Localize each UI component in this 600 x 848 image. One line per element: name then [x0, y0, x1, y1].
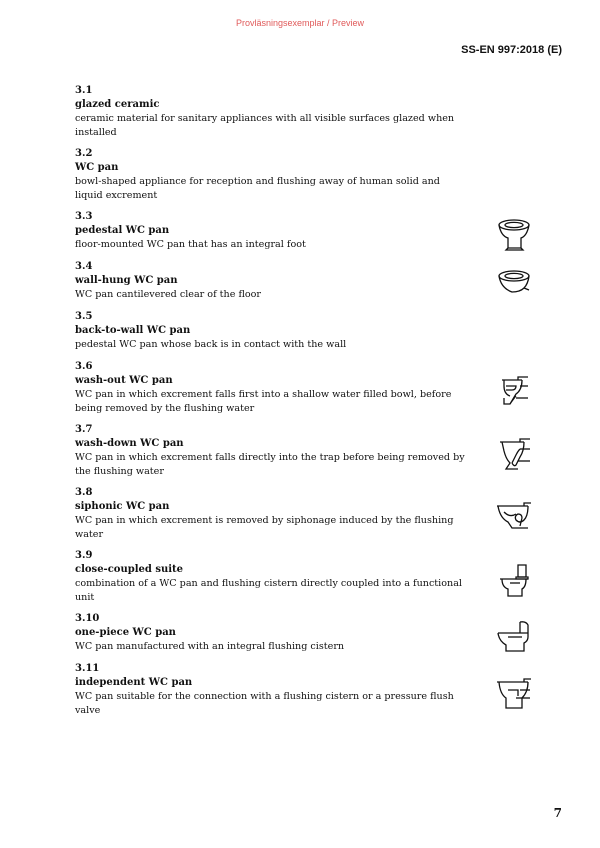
term-definition: pedestal WC pan whose back is in contact with the wall — [75, 339, 347, 350]
term-number: 3.4 — [75, 261, 93, 272]
term-number: 3.3 — [75, 211, 93, 222]
term-definition: combination of a WC pan and flushing cistern directly coupled into a functional unit — [75, 578, 462, 603]
term-title: wall-hung WC pan — [75, 275, 178, 286]
term-entry — [75, 423, 470, 478]
term-entry — [75, 549, 470, 604]
term-definition: WC pan in which excrement is removed by siphonage induced by the flushing water — [75, 515, 454, 540]
term-entry — [75, 662, 470, 717]
wash-down-wc-pan-icon — [494, 437, 534, 473]
term-entry — [75, 210, 470, 252]
term-definition: WC pan manufactured with an integral flushing cistern — [75, 641, 345, 652]
term-entry — [75, 360, 470, 415]
close-coupled-suite-icon — [494, 563, 534, 599]
term-entry — [75, 310, 470, 352]
term-entry — [75, 612, 470, 654]
term-title: wash-out WC pan — [75, 375, 173, 386]
term-number: 3.2 — [75, 148, 93, 159]
term-title: close-coupled suite — [75, 564, 184, 575]
term-title: back-to-wall WC pan — [75, 325, 191, 336]
term-number: 3.10 — [75, 613, 100, 624]
term-definition: floor-mounted WC pan that has an integral foot — [75, 239, 306, 250]
term-number: 3.6 — [75, 361, 93, 372]
one-piece-wc-pan-icon — [494, 619, 534, 655]
term-definition: WC pan in which excrement falls first into a shallow water filled bowl, before being removed by the flushing water — [75, 389, 452, 414]
term-number: 3.1 — [75, 85, 93, 96]
wash-out-wc-pan-icon — [494, 374, 534, 410]
term-title: wash-down WC pan — [75, 438, 184, 449]
term-title: WC pan — [75, 162, 119, 173]
term-title: independent WC pan — [75, 677, 193, 688]
term-entry — [75, 486, 470, 541]
siphonic-wc-pan-icon — [494, 500, 534, 536]
preview-banner: Provläsningsexemplar / Preview — [235, 18, 365, 28]
wall-hung-wc-pan-icon — [494, 266, 534, 302]
pedestal-wc-pan-icon — [494, 216, 534, 252]
document-id: SS-EN 997:2018 (E) — [461, 44, 562, 56]
term-definition: WC pan cantilevered clear of the floor — [75, 289, 261, 300]
page-number: 7 — [553, 806, 562, 820]
term-title: pedestal WC pan — [75, 225, 170, 236]
term-definition: WC pan suitable for the connection with a flushing cistern or a pressure flush valve — [75, 691, 454, 716]
term-title: one-piece WC pan — [75, 627, 176, 638]
term-title: siphonic WC pan — [75, 501, 170, 512]
term-number: 3.9 — [75, 550, 93, 561]
term-title: glazed ceramic — [75, 99, 160, 110]
term-number: 3.8 — [75, 487, 93, 498]
term-number: 3.11 — [75, 663, 100, 674]
independent-wc-pan-icon — [494, 676, 534, 712]
term-definition: bowl-shaped appliance for reception and flushing away of human solid and liquid excrement — [75, 176, 440, 201]
term-number: 3.7 — [75, 424, 93, 435]
term-definition: ceramic material for sanitary appliances with all visible surfaces glazed when installed — [75, 113, 455, 138]
term-entry — [75, 147, 470, 202]
term-definition: WC pan in which excrement falls directly into the trap before being removed by the flushing water — [75, 452, 465, 477]
term-number: 3.5 — [75, 311, 93, 322]
term-entry — [75, 84, 470, 139]
term-entry — [75, 260, 470, 302]
